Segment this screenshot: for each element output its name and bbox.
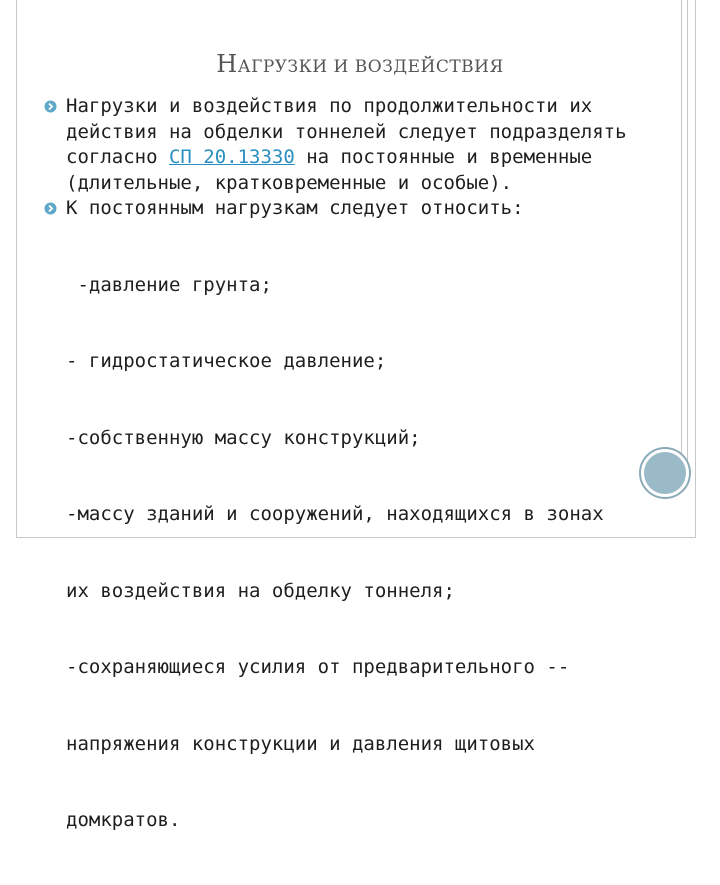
title-initial: Н xyxy=(216,50,238,78)
list-item: - гидростатическое давление; xyxy=(66,350,387,372)
bullet-1-line-3-start: согласно xyxy=(66,146,169,168)
bullet-icon xyxy=(44,100,57,113)
slide-body xyxy=(44,94,684,885)
load-list xyxy=(44,222,684,885)
bullet-1-line-4: (длительные, кратковременные и особые). xyxy=(66,171,513,194)
bullet-1-line-2: действия на обделки тоннелей следует подразделять xyxy=(66,120,627,143)
list-item: -собственную массу конструкций; xyxy=(66,426,421,449)
list-item: их воздействия на обделку тоннеля; xyxy=(66,579,455,602)
list-item: -массу зданий и сооружений, находящихся в зонах xyxy=(66,503,604,525)
list-item: напряжения конструкции и давления щитовых xyxy=(66,732,535,755)
decorative-circle xyxy=(641,449,689,497)
list-item: домкратов. xyxy=(66,809,181,831)
bullet-2-text: К постоянным нагрузкам следует относить: xyxy=(66,197,524,219)
sp-20-13330-link[interactable]: СП 20.13330 xyxy=(168,146,295,168)
bullet-item-1 xyxy=(44,94,684,196)
slide-title xyxy=(0,50,720,78)
bullet-1-line-3 xyxy=(66,145,684,171)
title-rest: АГРУЗКИ И ВОЗДЕЙСТВИЯ xyxy=(237,57,504,77)
bullet-1-line-1: Нагрузки и воздействия по продолжительности их xyxy=(66,95,593,117)
list-item: -давление грунта; xyxy=(66,273,272,296)
bullet-item-2 xyxy=(44,196,684,222)
list-item: -сохраняющиеся усилия от предварительного -- xyxy=(66,656,570,678)
bullet-1-line-3-end: на постоянные и временные xyxy=(294,146,593,168)
bullet-icon xyxy=(44,202,57,215)
